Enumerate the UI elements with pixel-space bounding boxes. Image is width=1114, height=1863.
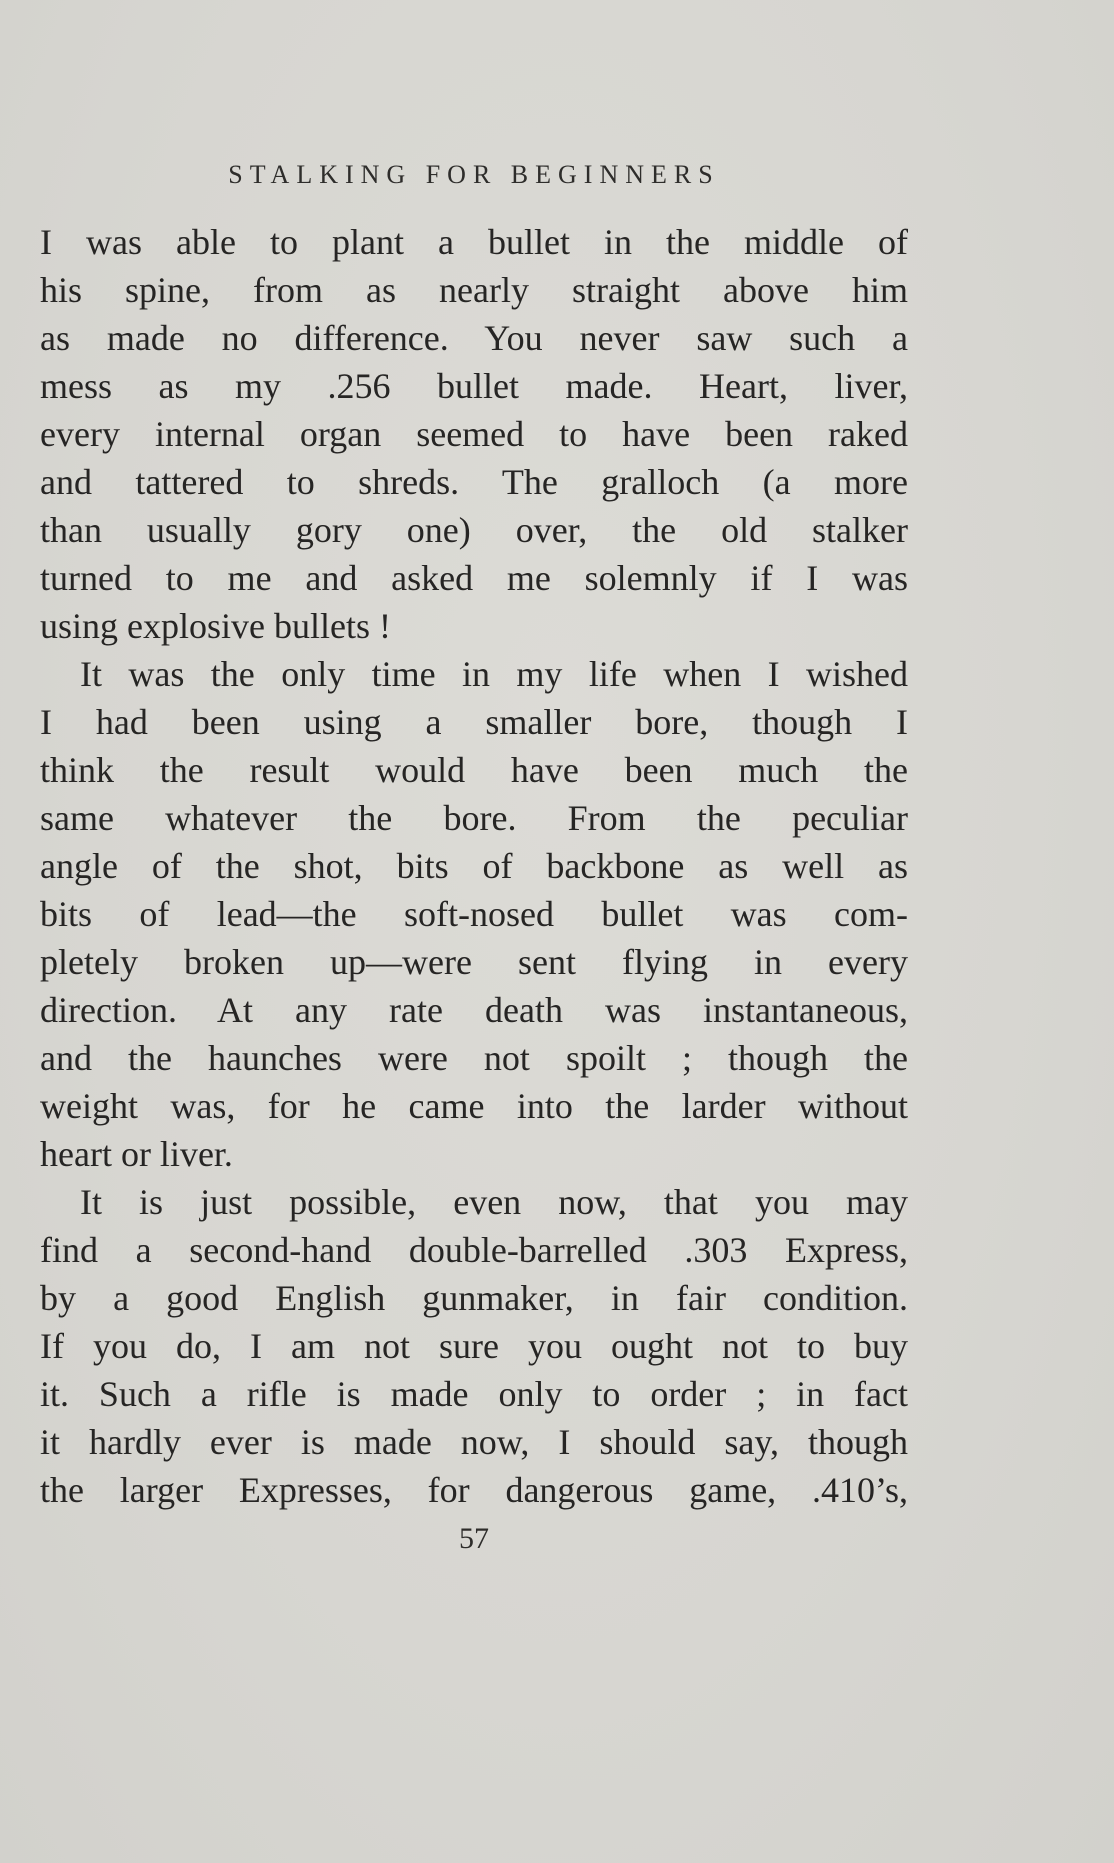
running-head: STALKING FOR BEGINNERS	[228, 160, 720, 189]
text-line: It is just possible, even now, that you may	[80, 1182, 908, 1222]
text-line: It was the only time in my life when I wished	[80, 654, 908, 694]
text-line: turned to me and asked me solemnly if I was	[40, 558, 908, 598]
text-line: heart or liver.	[40, 1134, 233, 1174]
text-line: bits of lead—the soft-nosed bullet was com-	[40, 894, 908, 934]
paragraph	[40, 218, 908, 650]
text-line: direction. At any rate death was instantaneous,	[40, 990, 908, 1030]
page-number: 57	[459, 1522, 489, 1555]
text-line: and the haunches were not spoilt ; though the	[40, 1038, 908, 1078]
text-line: pletely broken up—were sent flying in every	[40, 942, 908, 982]
paragraph	[40, 1178, 908, 1514]
paragraph	[40, 650, 908, 1178]
text-line: using explosive bullets !	[40, 606, 391, 646]
text-line: every internal organ seemed to have been raked	[40, 414, 908, 454]
text-line: as made no difference. You never saw such a	[40, 318, 908, 358]
text-line: than usually gory one) over, the old stalker	[40, 510, 908, 550]
text-line: I had been using a smaller bore, though I	[40, 702, 908, 742]
text-line: angle of the shot, bits of backbone as well as	[40, 846, 908, 886]
text-line: it hardly ever is made now, I should say, though	[40, 1422, 908, 1462]
text-line: same whatever the bore. From the peculiar	[40, 798, 908, 838]
text-line: the larger Expresses, for dangerous game, .410’s,	[40, 1470, 908, 1510]
text-line: If you do, I am not sure you ought not to buy	[40, 1326, 908, 1366]
text-line: weight was, for he came into the larder without	[40, 1086, 908, 1126]
text-line: it. Such a rifle is made only to order ; in fact	[40, 1374, 908, 1414]
text-line: find a second-hand double-barrelled .303 Express,	[40, 1230, 908, 1270]
text-line: his spine, from as nearly straight above him	[40, 270, 908, 310]
text-line: and tattered to shreds. The gralloch (a more	[40, 462, 908, 502]
body-text	[40, 218, 908, 1514]
text-line: by a good English gunmaker, in fair condition.	[40, 1278, 908, 1318]
text-line: I was able to plant a bullet in the middle of	[40, 222, 908, 262]
text-line: mess as my .256 bullet made. Heart, liver,	[40, 366, 908, 406]
text-line: think the result would have been much the	[40, 750, 908, 790]
